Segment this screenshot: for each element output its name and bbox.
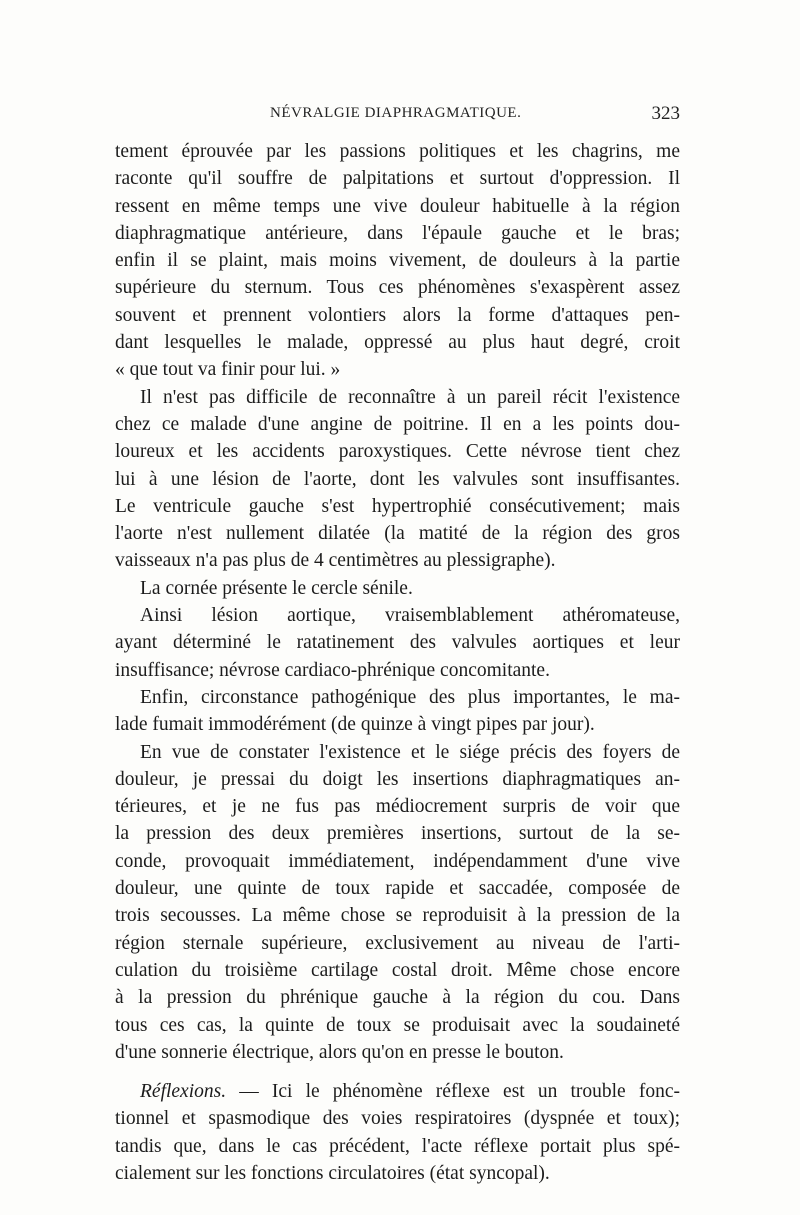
text-line: à la pression du phrénique gauche à la région du cou. Dans (115, 987, 680, 1009)
reflexions-paragraph-start (115, 1078, 680, 1105)
text-line: supérieure du sternum. Tous ces phénomènes s'exaspèrent assez (115, 277, 680, 299)
text-line: raconte qu'il souffre de palpitations et surtout d'oppression. Il (115, 168, 680, 190)
text-line: loureux et les accidents paroxystiques. Cette névrose tient chez (115, 441, 680, 463)
text-line: la pression des deux premières insertions, surtout de la se- (115, 823, 680, 845)
text-line: insuffisance; névrose cardiaco-phrénique concomitante. (115, 659, 550, 681)
reflexions-first-line: — Ici le phénomène réflexe est un trouble fonc- (226, 1081, 680, 1103)
text-line: enfin il se plaint, mais moins vivement, de douleurs à la partie (115, 250, 680, 272)
text-line: cialement sur les fonctions circulatoires (état syncopal). (115, 1162, 550, 1184)
text-line: térieures, et je ne fus pas médiocrement surpris de voir que (115, 796, 680, 818)
text-line: lade fumait immodérément (de quinze à vingt pipes par jour). (115, 714, 595, 736)
text-line: douleur, une quinte de toux rapide et saccadée, composée de (115, 878, 680, 900)
running-title: NÉVRALGIE DIAPHRAGMATIQUE. (270, 105, 522, 121)
text-line: ayant déterminé le ratatinement des valvules aortiques et leur (115, 632, 680, 654)
paragraph-start: Il n'est pas difficile de reconnaître à un pareil récit l'existence (140, 386, 680, 408)
paragraph-start: Ainsi lésion aortique, vraisemblablement athéromateuse, (140, 605, 680, 627)
paragraph-start: En vue de constater l'existence et le siége précis des foyers de (140, 741, 680, 763)
text-line: douleur, je pressai du doigt les insertions diaphragmatiques an- (115, 768, 680, 790)
page-number: 323 (651, 103, 680, 124)
text-line: souvent et prennent volontiers alors la forme d'attaques pen- (115, 304, 680, 326)
text-line: trois secousses. La même chose se reproduisit à la pression de la (115, 905, 680, 927)
running-head (115, 103, 680, 129)
paragraph-start: Enfin, circonstance pathogénique des plus importantes, le ma- (140, 686, 680, 708)
paragraph-start: La cornée présente le cercle sénile. (140, 577, 413, 599)
text-line: tionnel et spasmodique des voies respiratoires (dyspnée et toux); (115, 1108, 680, 1130)
text-line: tous ces cas, la quinte de toux se produisait avec la soudaineté (115, 1014, 680, 1036)
text-line: l'aorte n'est nullement dilatée (la matité de la région des gros (115, 523, 680, 545)
text-line: tandis que, dans le cas précédent, l'acte réflexe portait plus spé- (115, 1135, 680, 1157)
text-line: vaisseaux n'a pas plus de 4 centimètres au plessigraphe). (115, 550, 556, 572)
text-line: culation du troisième cartilage costal droit. Même chose encore (115, 959, 680, 981)
text-line: ressent en même temps une vive douleur habituelle à la région (115, 195, 680, 217)
text-line: chez ce malade d'une angine de poitrine. Il en a les points dou- (115, 413, 680, 435)
text-line: lui à une lésion de l'aorte, dont les valvules sont insuffisantes. (115, 468, 680, 490)
text-line: dant lesquelles le malade, oppressé au plus haut degré, croit (115, 332, 680, 354)
text-line: Le ventricule gauche s'est hypertrophié consécutivement; mais (115, 495, 680, 517)
text-line: conde, provoquait immédiatement, indépendamment d'une vive (115, 850, 680, 872)
text-line: « que tout va finir pour lui. » (115, 359, 341, 381)
body-text (115, 138, 680, 1187)
text-line: région sternale supérieure, exclusivement au niveau de l'arti- (115, 932, 680, 954)
reflexions-label: Réflexions. (140, 1081, 227, 1103)
text-line: diaphragmatique antérieure, dans l'épaule gauche et le bras; (115, 222, 680, 244)
text-line: d'une sonnerie électrique, alors qu'on en presse le bouton. (115, 1041, 564, 1063)
text-line: tement éprouvée par les passions politiques et les chagrins, me (115, 141, 680, 162)
